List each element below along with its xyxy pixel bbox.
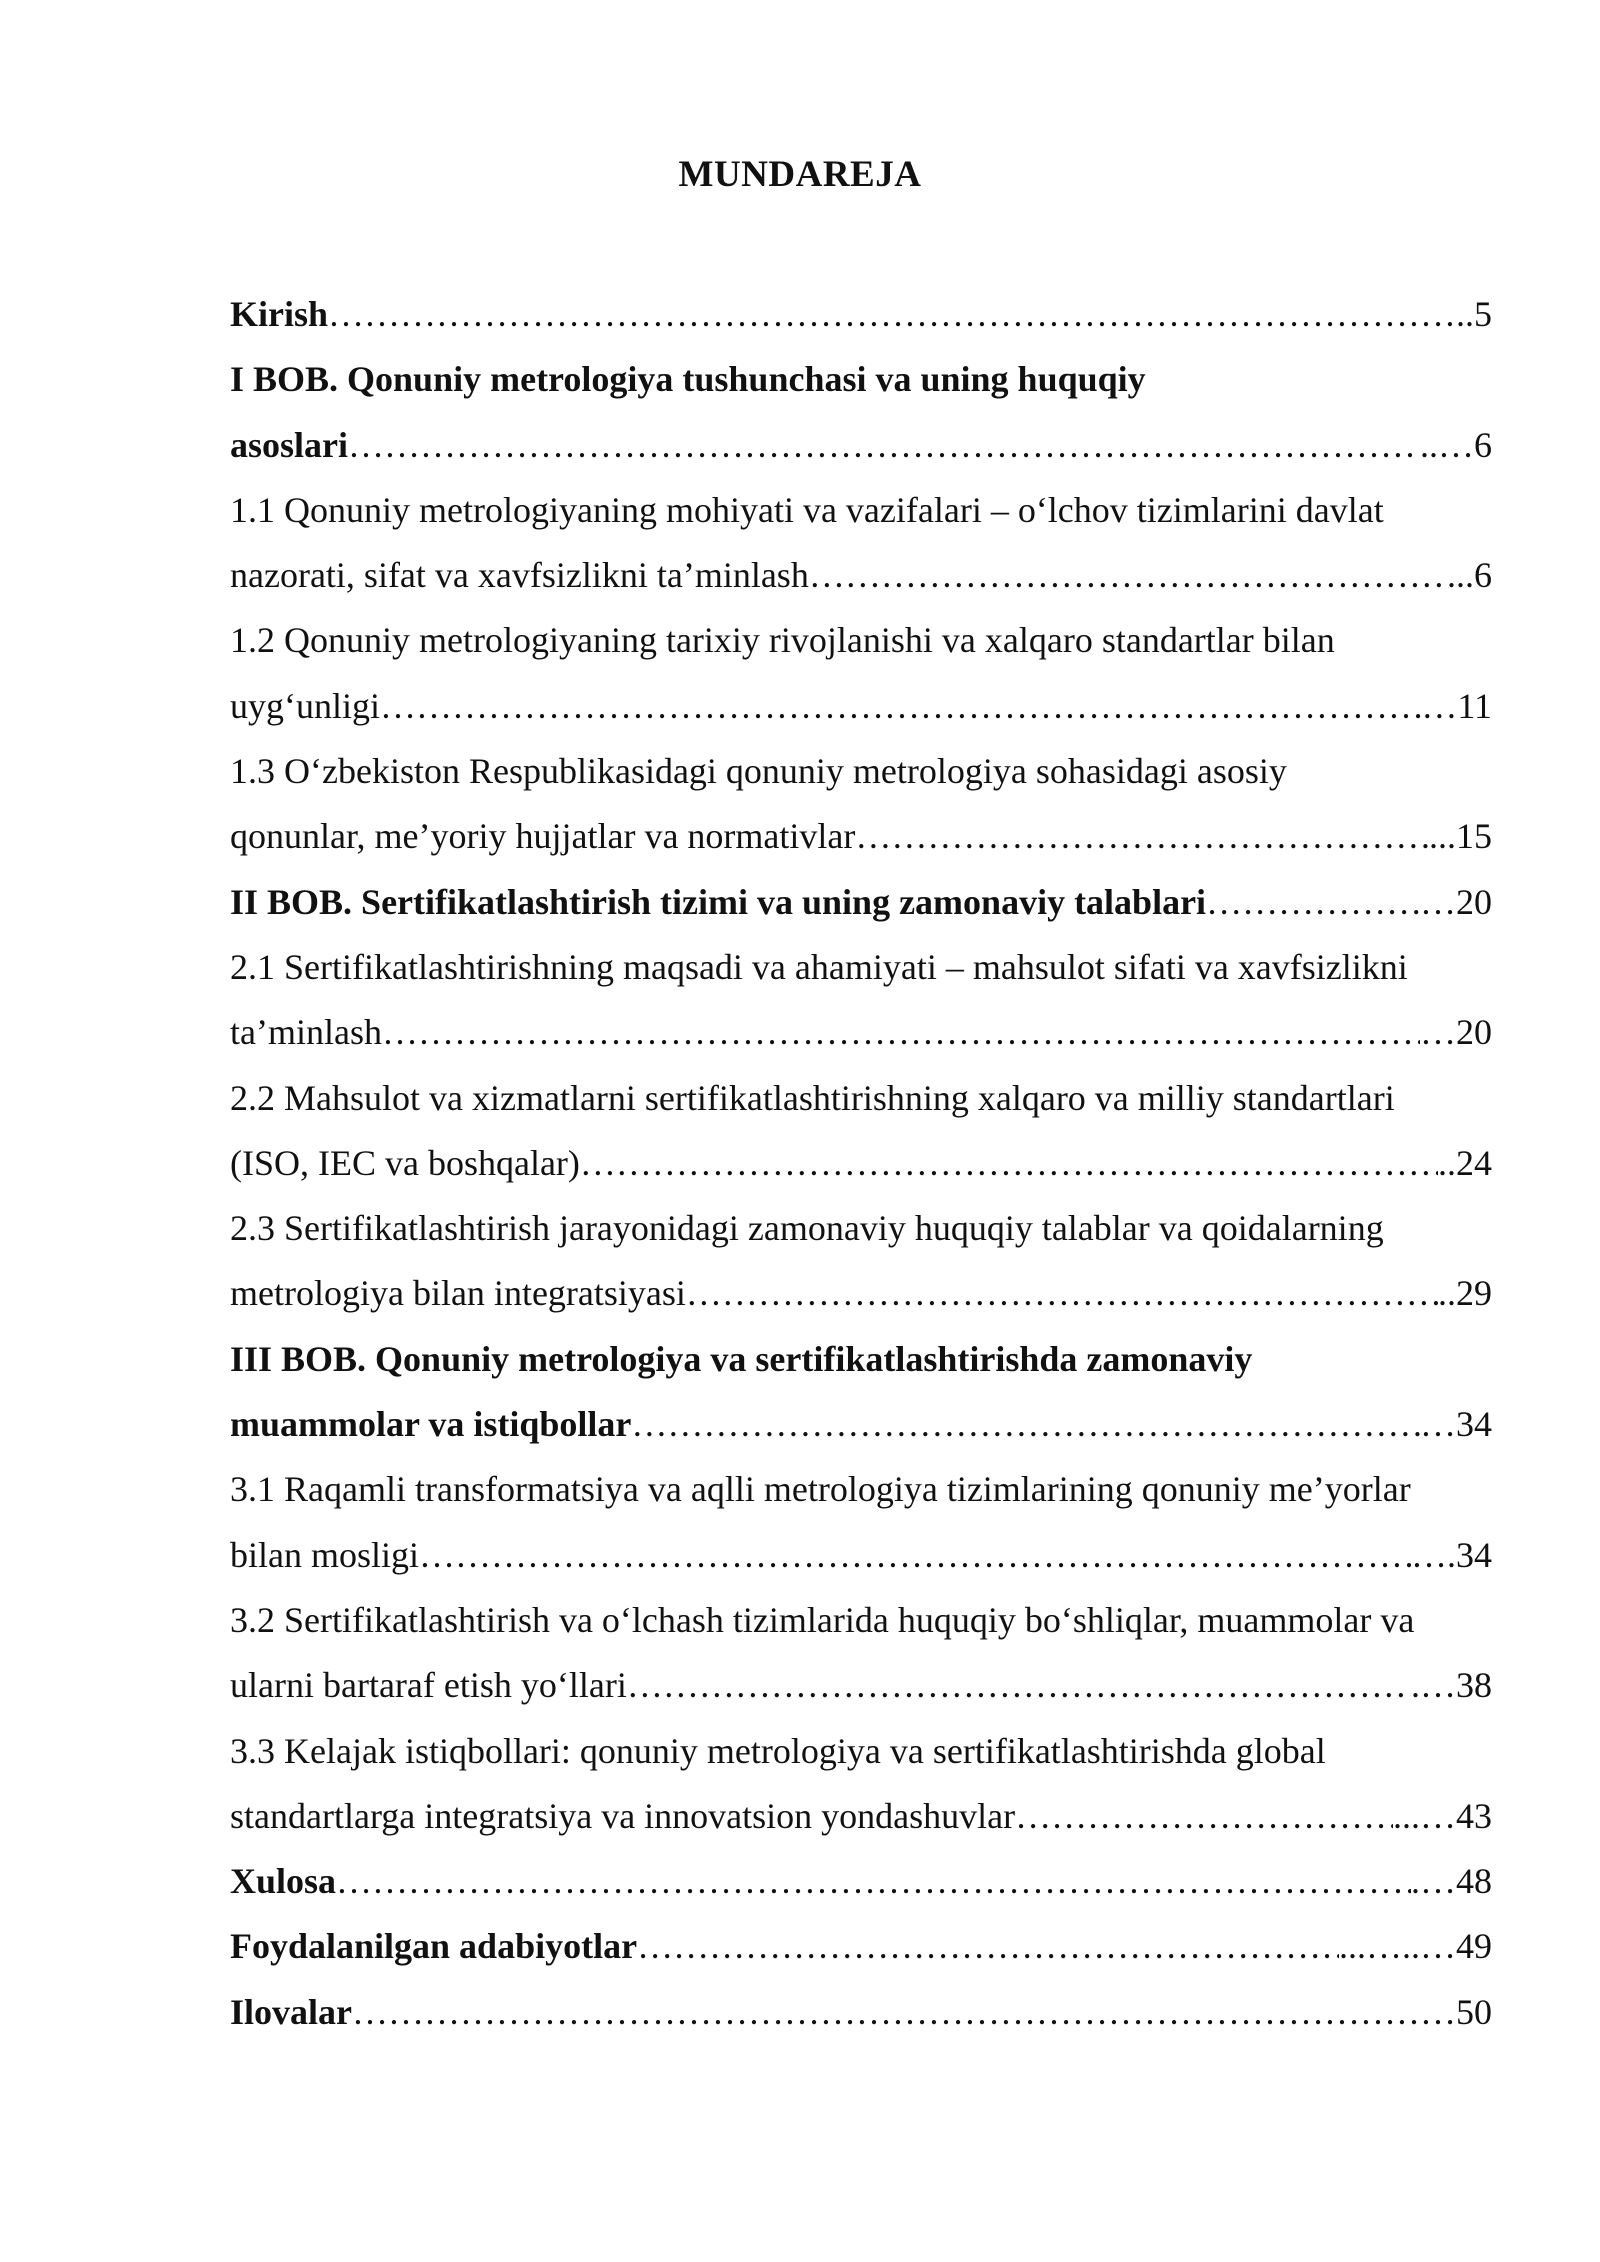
toc-entry-text: metrologiya bilan integratsiyasi bbox=[230, 1273, 686, 1314]
toc-section-text: 3.3 Kelajak istiqbollari: qonuniy metrologiya va sertifikatlashtirishda global bbox=[230, 1730, 1326, 1771]
toc-section-text: 2.2 Mahsulot va xizmatlarni sertifikatlashtirishning xalqaro va milliy standartlari bbox=[230, 1077, 1395, 1118]
toc-entry-text: uyg‘unligi bbox=[230, 685, 380, 726]
toc-entry-section-2-1 bbox=[230, 1000, 1492, 1065]
toc-entry-ilovalar bbox=[230, 1980, 1492, 2045]
dot-leader bbox=[809, 543, 1447, 608]
toc-page-number: .…48 bbox=[1411, 1861, 1492, 1902]
toc-entry-text: ta’minlash bbox=[230, 1012, 382, 1053]
toc-entry-text: ularni bartaraf etish yo‘llari bbox=[230, 1665, 627, 1706]
toc-page-number: …34 bbox=[1420, 1404, 1492, 1445]
dot-leader bbox=[631, 1392, 1420, 1457]
toc-entry-section-3-1 bbox=[230, 1523, 1492, 1588]
toc-section-text: 3.1 Raqamli transformatsiya va aqlli metrologiya tizimlarining qonuniy me’yorlar bbox=[230, 1469, 1411, 1510]
toc-entry-section-3-3 bbox=[230, 1784, 1492, 1849]
document-title: MUNDAREJA bbox=[678, 154, 922, 195]
toc-entry-adabiyotlar bbox=[230, 1914, 1492, 1979]
toc-entry-text: Xulosa bbox=[230, 1861, 337, 1902]
toc-section-text: 3.2 Sertifikatlashtirish va o‘lchash tizimlarida huquqiy bo‘shliqlar, muammolar va bbox=[230, 1599, 1415, 1640]
toc-entry-text: muammolar va istiqbollar bbox=[230, 1404, 632, 1445]
toc-entry-section-2-2 bbox=[230, 1131, 1492, 1196]
toc-entry-chapter-1 bbox=[230, 413, 1492, 478]
toc-entry-text: asoslari bbox=[230, 424, 349, 465]
toc-page-number: ...…43 bbox=[1393, 1795, 1492, 1836]
toc-page-number: ..29 bbox=[1438, 1273, 1492, 1314]
toc-entry-kirish bbox=[230, 282, 1492, 347]
toc-entry-section-1-1 bbox=[230, 543, 1492, 608]
toc-chapter-heading: III BOB. Qonuniy metrologiya va sertifikatlashtirishda zamonaviy bbox=[230, 1338, 1253, 1379]
toc-entry-chapter-2 bbox=[230, 870, 1492, 935]
dot-leader bbox=[1015, 1784, 1393, 1849]
toc-section-text: 2.3 Sertifikatlashtirish jarayonidagi zamonaviy huquqiy talablar va qoidalarning bbox=[230, 1208, 1384, 1249]
dot-leader bbox=[1206, 870, 1420, 935]
toc-entry-text: nazorati, sifat va xavfsizlikni ta’minlash bbox=[230, 555, 809, 596]
toc-entry-text: II BOB. Sertifikatlashtirish tizimi va uning zamonaviy talablari bbox=[230, 881, 1207, 922]
toc-entry-section-1-2 bbox=[230, 674, 1492, 739]
dot-leader bbox=[637, 1914, 1339, 1979]
dot-leader bbox=[686, 1261, 1438, 1326]
toc-entry-text: Kirish bbox=[230, 294, 329, 334]
toc-page-number: ….34 bbox=[1411, 1534, 1492, 1575]
toc-page-number: ..5 bbox=[1456, 294, 1492, 334]
toc-entry-text: bilan mosligi bbox=[230, 1534, 419, 1575]
toc-page-number: ...…..…49 bbox=[1339, 1926, 1492, 1967]
dot-leader bbox=[328, 282, 1456, 347]
toc-entry-chapter-3 bbox=[230, 1392, 1492, 1457]
toc-page-number: ..…6 bbox=[1420, 424, 1492, 465]
dot-leader bbox=[336, 1849, 1411, 1914]
toc-section-text: 1.2 Qonuniy metrologiyaning tarixiy rivojlanishi va xalqaro standartlar bilan bbox=[230, 620, 1335, 661]
toc-entry-xulosa bbox=[230, 1849, 1492, 1914]
toc-entry-text: Foydalanilgan adabiyotlar bbox=[230, 1926, 638, 1967]
toc-page-number: ...6 bbox=[1447, 555, 1492, 596]
toc-entry-text: (ISO, IEC va boshqalar) bbox=[230, 1142, 580, 1183]
dot-leader bbox=[855, 804, 1429, 869]
toc-page-number: …20 bbox=[1420, 1012, 1492, 1053]
toc-page-number: …20 bbox=[1420, 881, 1492, 922]
toc-entry-text: qonunlar, me’yoriy hujjatlar va normativlar bbox=[230, 816, 856, 857]
toc-section-text: 1.3 O‘zbekiston Respublikasidagi qonuniy metrologiya sohasidagi asosiy bbox=[230, 751, 1287, 792]
table-of-contents bbox=[230, 282, 1492, 2045]
toc-section-text: 2.1 Sertifikatlashtirishning maqsadi va ahamiyati – mahsulot sifati va xavfsizlikni bbox=[230, 946, 1408, 987]
dot-leader bbox=[352, 1980, 1420, 2045]
dot-leader bbox=[580, 1131, 1438, 1196]
dot-leader bbox=[419, 1523, 1411, 1588]
toc-entry-text: Ilovalar bbox=[230, 1991, 352, 2032]
toc-page-number: …11 bbox=[1421, 685, 1492, 726]
toc-chapter-heading: I BOB. Qonuniy metrologiya tushunchasi va uning huquqiy bbox=[230, 359, 1146, 400]
dot-leader bbox=[382, 1000, 1420, 1065]
dot-leader bbox=[627, 1653, 1411, 1718]
toc-entry-section-2-3 bbox=[230, 1261, 1492, 1326]
toc-page-number: .…38 bbox=[1411, 1665, 1492, 1706]
toc-entry-section-3-2 bbox=[230, 1653, 1492, 1718]
toc-page-number: ..24 bbox=[1438, 1142, 1492, 1183]
dot-leader bbox=[348, 413, 1420, 478]
dot-leader bbox=[380, 674, 1421, 739]
toc-entry-section-1-3 bbox=[230, 804, 1492, 869]
toc-section-text: 1.1 Qonuniy metrologiyaning mohiyati va vazifalari – o‘lchov tizimlarini davlat bbox=[230, 489, 1384, 530]
toc-page-number: …50 bbox=[1420, 1991, 1492, 2032]
toc-page-number: ...15 bbox=[1429, 816, 1492, 857]
toc-entry-text: standartlarga integratsiya va innovatsion yondashuvlar bbox=[230, 1795, 1016, 1836]
